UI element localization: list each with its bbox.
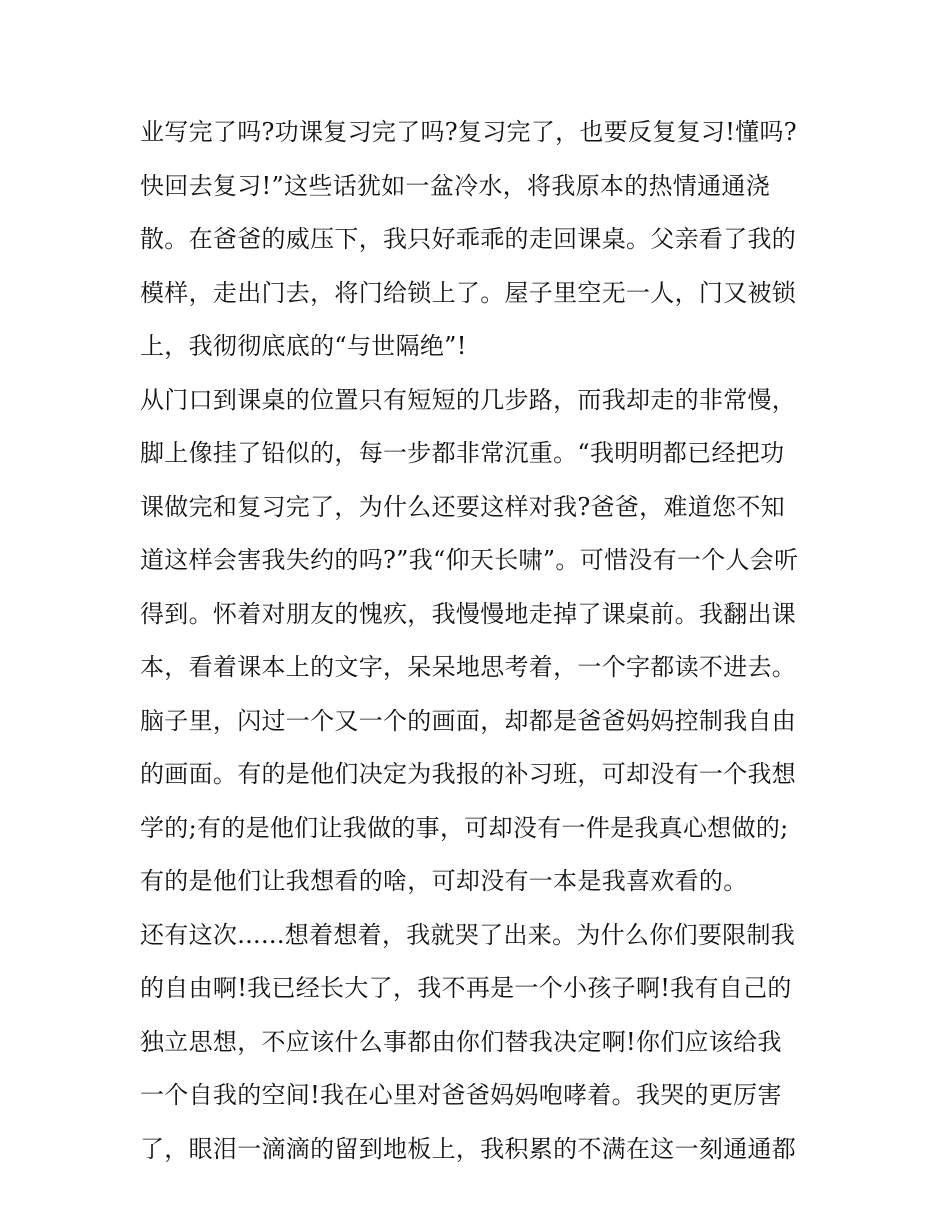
text-line: 模样，走出门去，将门给锁上了。屋子里空无一人，门又被锁 xyxy=(140,278,797,307)
text-line: 的画面。有的是他们决定为我报的补习班，可却没有一个我想 xyxy=(140,760,797,788)
text-line: 得到。怀着对朋友的愧疚，我慢慢地走掉了课桌前。我翻出课 xyxy=(140,599,797,628)
text-line: 上，我彻彻底底的“与世隔绝”! xyxy=(140,332,467,360)
text-line: 有的是他们让我想看的啥，可却没有一本是我喜欢看的。 xyxy=(140,867,748,895)
text-line: 脚上像挂了铅似的，每一步都非常沉重。“我明明都已经把功 xyxy=(140,439,785,467)
text-line: 独立思想，不应该什么事都由你们替我决定啊!你们应该给我 xyxy=(140,1027,782,1056)
text-line: 快回去复习!”这些话犹如一盆冷水，将我原本的热情通通浇 xyxy=(140,171,771,200)
text-line: 散。在爸爸的威压下，我只好乖乖的走回课桌。父亲看了我的 xyxy=(140,225,797,253)
text-line: 脑子里，闪过一个又一个的画面，却都是爸爸妈妈控制我自由 xyxy=(140,706,797,735)
text-line: 了，眼泪一滴滴的留到地板上，我积累的不满在这一刻通通都 xyxy=(140,1134,797,1163)
text-line: 一个自我的空间!我在心里对爸爸妈妈咆哮着。我哭的更厉害 xyxy=(140,1081,782,1109)
text-line: 业写完了吗?功课复习完了吗?复习完了，也要反复复习!懂吗? xyxy=(140,118,797,146)
text-line: 学的;有的是他们让我做的事，可却没有一件是我真心想做的; xyxy=(140,813,789,842)
text-line: 道这样会害我失约的吗?”我“仰天长啸”。可惜没有一个人会听 xyxy=(140,546,799,574)
text-line: 还有这次......想着想着，我就哭了出来。为什么你们要限制我 xyxy=(140,920,796,949)
text-line: 的自由啊!我已经长大了，我不再是一个小孩子啊!我有自己的 xyxy=(140,974,792,1002)
text-line: 本，看着课本上的文字，呆呆地思考着，一个字都读不进去。 xyxy=(140,653,797,681)
body-text xyxy=(140,106,830,1176)
text-line: 课做完和复习完了，为什么还要这样对我?爸爸，难道您不知 xyxy=(140,492,785,521)
text-line: 从门口到课桌的位置只有短短的几步路，而我却走的非常慢， xyxy=(140,385,797,414)
